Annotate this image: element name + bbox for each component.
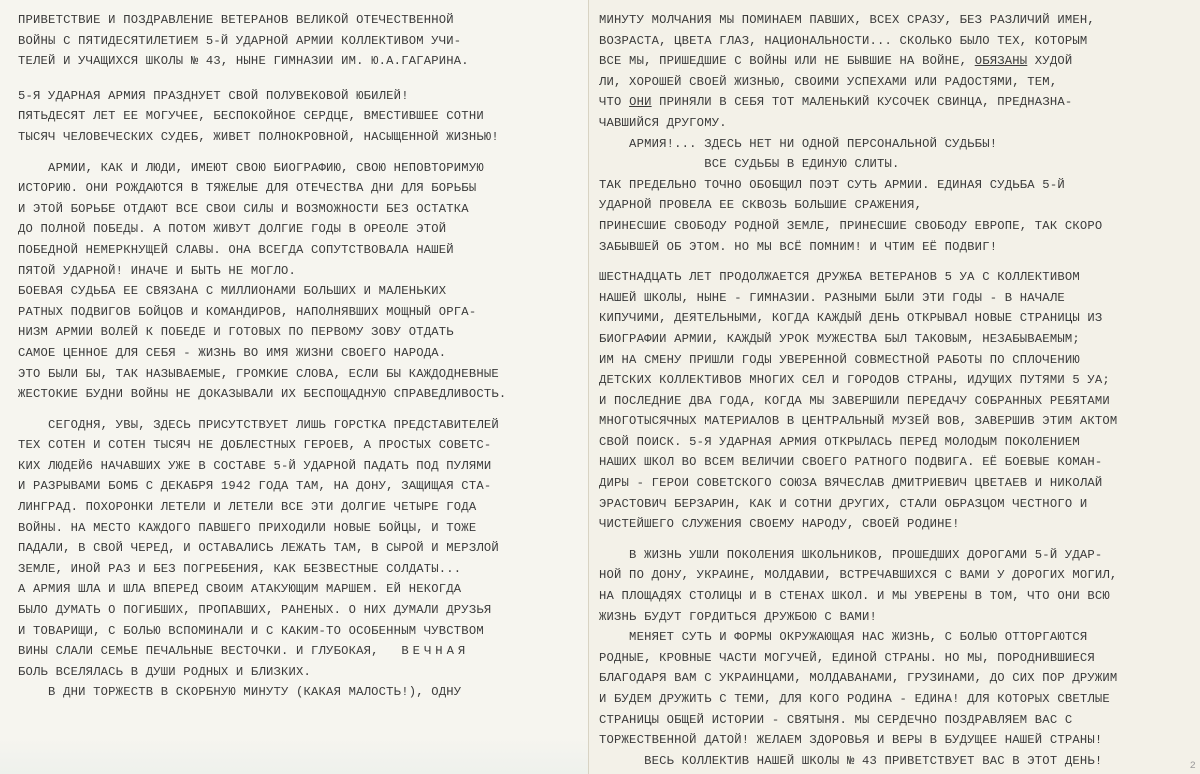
spaced-word xyxy=(379,644,470,658)
text-line: ТЕЛЕЙ И УЧАЩИХСЯ ШКОЛЫ № 43, НЫНЕ ГИМНАЗИИ ИМ. Ю.А.ГАГАРИНА. xyxy=(18,54,469,69)
text-line: В ДНИ ТОРЖЕСТВ В СКОРБНУЮ МИНУТУ (КАКАЯ МАЛОСТЬ!), ОДНУ xyxy=(18,685,462,700)
text-span: ЧТО xyxy=(599,95,630,110)
text-line: ТОРЖЕСТВЕННОЙ ДАТОЙ! ЖЕЛАЕМ ЗДОРОВЬЯ И ВЕРЫ В БУДУЩЕЕ НАШЕЙ СТРАНЫ! xyxy=(599,733,1103,748)
text-line: ПРИВЕТСТВИЕ И ПОЗДРАВЛЕНИЕ ВЕТЕРАНОВ ВЕЛИКОЙ ОТЕЧЕСТВЕННОЙ xyxy=(18,13,454,27)
text-line: БОЛЬ ВСЕЛЯЛАСЬ В ДУШИ РОДНЫХ И БЛИЗКИХ. xyxy=(18,664,312,679)
text-line: И РАЗРЫВАМИ БОМБ С ДЕКАБРЯ 1942 ГОДА ТАМ, НА ДОНУ, ЗАЩИЩАЯ СТА- xyxy=(18,479,492,494)
paragraph xyxy=(18,158,578,405)
text-line: ПРИНЕСШИЕ СВОБОДУ РОДНОЙ ЗЕМЛЕ, ПРИНЕСШИЕ СВОБОДУ ЕВРОПЕ, ТАК СКОРО xyxy=(599,218,1103,233)
text-line: ПОБЕДНОЙ НЕМЕРКНУЩЕЙ СЛАВЫ. ОНА ВСЕГДА СОПУТСТВОВАЛА НАШЕЙ xyxy=(18,242,454,257)
text-line: ДЕТСКИХ КОЛЛЕКТИВОВ МНОГИХ СЕЛ И ГОРОДОВ СТРАНЫ, ИДУЩИХ ПУТЯМИ 5 УА; xyxy=(599,373,1110,388)
text-span: ПРИНЯЛИ В СЕБЯ ТОТ МАЛЕНЬКИЙ КУСОЧЕК СВИНЦА, ПРЕДНАЗНА- xyxy=(651,95,1073,110)
text-line: ШЕСТНАДЦАТЬ ЛЕТ ПРОДОЛЖАЕТСЯ ДРУЖБА ВЕТЕРАНОВ 5 УА С КОЛЛЕКТИВОМ xyxy=(599,270,1080,285)
text-line: ТЕХ СОТЕН И СОТЕН ТЫСЯЧ НЕ ДОБЛЕСТНЫХ ГЕРОЕВ, А ПРОСТЫХ СОВЕТС- xyxy=(18,438,492,453)
text-line: ВОЗРАСТА, ЦВЕТА ГЛАЗ, НАЦИОНАЛЬНОСТИ... СКОЛЬКО БЫЛО ТЕХ, КОТОРЫМ xyxy=(599,33,1088,48)
text-line: ЭТО БЫЛИ БЫ, ТАК НАЗЫВАЕМЫЕ, ГРОМКИЕ СЛОВА, ЕСЛИ БЫ КАЖДОДНЕВНЫЕ xyxy=(18,366,499,381)
text-line: ВСЕ СУДЬБЫ В ЕДИНУЮ СЛИТЫ. xyxy=(599,157,900,172)
text-line: И БУДЕМ ДРУЖИТЬ С ТЕМИ, ДЛЯ КОГО РОДИНА - ЕДИНА! ДЛЯ КОТОРЫХ СВЕТЛЫЕ xyxy=(599,692,1110,706)
text-line: МЕНЯЕТ СУТЬ И ФОРМЫ ОКРУЖАЮЩАЯ НАС ЖИЗНЬ, С БОЛЬЮ ОТТОРГАЮТСЯ xyxy=(599,630,1088,645)
text-line: НА ПЛОЩАДЯХ СТОЛИЦЫ И В СТЕНАХ ШКОЛ. И МЫ УВЕРЕНЫ В ТОМ, ЧТО ОНИ ВСЮ xyxy=(599,589,1110,604)
text-line: БЛАГОДАРЯ ВАМ С УКРАИНЦАМИ, МОЛДАВАНАМИ, ГРУЗИНАМИ, ДО СИХ ПОР ДРУЖИМ xyxy=(599,671,1118,686)
text-line: В ЖИЗНЬ УШЛИ ПОКОЛЕНИЯ ШКОЛЬНИКОВ, ПРОШЕДШИХ ДОРОГАМИ 5-Й УДАР- xyxy=(599,547,1103,562)
right-page xyxy=(588,0,1200,774)
text-line: НАШЕЙ ШКОЛЫ, НЫНЕ - ГИМНАЗИИ. РАЗНЫМИ БЫЛИ ЭТИ ГОДЫ - В НАЧАЛЕ xyxy=(599,290,1065,305)
text-line: ЖИЗНЬ БУДУТ ГОРДИТЬСЯ ДРУЖБОЮ С ВАМИ! xyxy=(599,609,878,624)
text-line: ИМ НА СМЕНУ ПРИШЛИ ГОДЫ УВЕРЕННОЙ СОВМЕСТНОЙ РАБОТЫ ПО СПЛОЧЕНИЮ xyxy=(599,352,1080,367)
text-line: И ЭТОЙ БОРЬБЕ ОТДАЮТ ВСЕ СВОИ СИЛЫ И ВОЗМОЖНОСТИ БЕЗ ОСТАТКА xyxy=(18,201,469,216)
text-line: ВОЙНЫ С ПЯТИДЕСЯТИЛЕТИЕМ 5-Й УДАРНОЙ АРМИИ КОЛЛЕКТИВОМ УЧИ- xyxy=(18,33,462,48)
text-line: ЭРАСТОВИЧ БЕРЗАРИН, КАК И СОТНИ ДРУГИХ, СТАЛИ ОБРАЗЦОМ ЧЕСТНОГО И xyxy=(599,496,1088,511)
text-line xyxy=(18,641,578,662)
text-line: НАШИХ ШКОЛ ВО ВСЕМ ВЕЛИЧИИ СВОЕГО РАТНОГО ПОДВИГА. ЕЁ БОЕВЫЕ КОМАН- xyxy=(599,455,1103,470)
text-line: БЫЛО ДУМАТЬ О ПОГИБШИХ, ПРОПАВШИХ, РАНЕНЫХ. О НИХ ДУМАЛИ ДРУЗЬЯ xyxy=(18,603,492,618)
text-line: УДАРНОЙ ПРОВЕЛА ЕЕ СКВОЗЬ БОЛЬШИЕ СРАЖЕНИЯ, xyxy=(599,198,923,213)
text-line: НИЗМ АРМИИ ВОЛЕЙ К ПОБЕДЕ И ГОТОВЫХ ПО ПЕРВОМУ ЗОВУ ОТДАТЬ xyxy=(18,325,454,340)
text-line: ЖЕСТОКИЕ БУДНИ ВОЙНЫ НЕ ДОКАЗЫВАЛИ ИХ БЕСПОЩАДНУЮ СПРАВЕДЛИВОСТЬ. xyxy=(18,387,507,402)
text-line: САМОЕ ЦЕННОЕ ДЛЯ СЕБЯ - ЖИЗНЬ ВО ИМЯ ЖИЗНИ СВОЕГО НАРОДА. xyxy=(18,345,447,360)
text-line xyxy=(599,51,1186,72)
left-page xyxy=(0,0,588,774)
text-line: 5-Я УДАРНАЯ АРМИЯ ПРАЗДНУЕТ СВОЙ ПОЛУВЕКОВОЙ ЮБИЛЕЙ! xyxy=(18,88,409,103)
text-line: КИПУЧИМИ, ДЕЯТЕЛЬНЫМИ, КОГДА КАЖДЫЙ ДЕНЬ ОТКРЫВАЛ НОВЫЕ СТРАНИЦЫ ИЗ xyxy=(599,311,1103,326)
emphasis-word: ВЕЧНАЯ xyxy=(401,644,470,659)
underlined-word: ОБЯЗАНЫ xyxy=(974,54,1028,69)
text-line: ЗАБЫВШЕЙ ОБ ЭТОМ. НО МЫ ВСЁ ПОМНИМ! И ЧТИМ ЕЁ ПОДВИГ! xyxy=(599,239,998,254)
text-line: ЧИСТЕЙШЕГО СЛУЖЕНИЯ СВОЕМУ НАРОДУ, СВОЕЙ РОДИНЕ! xyxy=(599,517,960,532)
text-line: И ПОСЛЕДНИЕ ДВА ГОДА, КОГДА МЫ ЗАВЕРШИЛИ ПЕРЕДАЧУ СОБРАННЫХ РЕБЯТАМИ xyxy=(599,393,1110,408)
text-line: ПЯТЬДЕСЯТ ЛЕТ ЕЕ МОГУЧЕЕ, БЕСПОКОЙНОЕ СЕРДЦЕ, ВМЕСТИВШЕЕ СОТНИ xyxy=(18,109,484,124)
text-line: НОЙ ПО ДОНУ, УКРАИНЕ, МОЛДАВИИ, ВСТРЕЧАВШИХСЯ С ВАМИ У ДОРОГИХ МОГИЛ, xyxy=(599,568,1118,583)
paragraph xyxy=(599,545,1186,627)
text-span: ВСЕ МЫ, ПРИШЕДШИЕ С ВОЙНЫ ИЛИ НЕ БЫВШИЕ НА ВОЙНЕ, xyxy=(599,54,975,69)
text-line: ТАК ПРЕДЕЛЬНО ТОЧНО ОБОБЩИЛ ПОЭТ СУТЬ АРМИИ. ЕДИНАЯ СУДЬБА 5-Й xyxy=(599,177,1065,192)
text-line: ИСТОРИЮ. ОНИ РОЖДАЮТСЯ В ТЯЖЕЛЫЕ ДЛЯ ОТЕЧЕСТВА ДНИ ДЛЯ БОРЬБЫ xyxy=(18,181,477,196)
text-line: ЧАВШИЙСЯ ДРУГОМУ. xyxy=(599,115,727,130)
text-line: ПЯТОЙ УДАРНОЙ! ИНАЧЕ И БЫТЬ НЕ МОГЛО. xyxy=(18,263,297,278)
text-line: МИНУТУ МОЛЧАНИЯ МЫ ПОМИНАЕМ ПАВШИХ, ВСЕХ СРАЗУ, БЕЗ РАЗЛИЧИЙ ИМЕН, xyxy=(599,13,1095,27)
paragraph xyxy=(18,415,578,703)
text-line: РОДНЫЕ, КРОВНЫЕ ЧАСТИ МОГУЧЕЙ, ЕДИНОЙ СТРАНЫ. НО МЫ, ПОРОДНИВШИЕСЯ xyxy=(599,650,1095,665)
text-line: И ТОВАРИЩИ, С БОЛЬЮ ВСПОМИНАЛИ И С КАКИМ-ТО ОСОБЕННЫМ ЧУВСТВОМ xyxy=(18,623,484,638)
page-edge xyxy=(0,738,588,774)
text-span: ХУДОЙ xyxy=(1027,54,1073,69)
text-line: ЛИ, ХОРОШЕЙ СВОЕЙ ЖИЗНЬЮ, СВОИМИ УСПЕХАМИ ИЛИ РАДОСТЯМИ, ТЕМ, xyxy=(599,74,1058,89)
text-line: МНОГОТЫСЯЧНЫХ МАТЕРИАЛОВ В ЦЕНТРАЛЬНЫЙ МУЗЕЙ ВОВ, ЗАВЕРШИВ ЭТИМ АКТОМ xyxy=(599,414,1118,429)
text-line: БИОГРАФИИ АРМИИ, КАЖДЫЙ УРОК МУЖЕСТВА БЫЛ ТАКОВЫМ, НЕЗАБЫВАЕМЫМ; xyxy=(599,331,1080,346)
text-line: ТЫСЯЧ ЧЕЛОВЕЧЕСКИХ СУДЕБ, ЖИВЕТ ПОЛНОКРОВНОЙ, НАСЫЩЕННОЙ ЖИЗНЬЮ! xyxy=(18,129,499,144)
paragraph xyxy=(599,134,1186,258)
paragraph xyxy=(599,627,1186,771)
header-title xyxy=(18,10,578,72)
text-line: ВЕСЬ КОЛЛЕКТИВ НАШЕЙ ШКОЛЫ № 43 ПРИВЕТСТВУЕТ ВАС В ЭТОТ ДЕНЬ! xyxy=(599,753,1103,768)
text-line: СВОЙ ПОИСК. 5-Я УДАРНАЯ АРМИЯ ОТКРЫЛАСЬ ПЕРЕД МОЛОДЫМ ПОКОЛЕНИЕМ xyxy=(599,434,1080,449)
text-line: ПАДАЛИ, В СВОЙ ЧЕРЕД, И ОСТАВАЛИСЬ ЛЕЖАТЬ ТАМ, В СЫРОЙ И МЕРЗЛОЙ xyxy=(18,541,499,556)
text-line: ЗЕМЛЕ, ИНОЙ РАЗ И БЕЗ ПОГРЕБЕНИЯ, КАК БЕЗВЕСТНЫЕ СОЛДАТЫ... xyxy=(18,561,462,576)
text-line: АРМИИ, КАК И ЛЮДИ, ИМЕЮТ СВОЮ БИОГРАФИЮ, СВОЮ НЕПОВТОРИМУЮ xyxy=(18,160,484,175)
text-line: ЛИНГРАД. ПОХОРОНКИ ЛЕТЕЛИ И ЛЕТЕЛИ ВСЕ ЭТИ ДОЛГИЕ ЧЕТЫРЕ ГОДА xyxy=(18,500,477,515)
text-line: БОЕВАЯ СУДЬБА ЕЕ СВЯЗАНА С МИЛЛИОНАМИ БОЛЬШИХ И МАЛЕНЬКИХ xyxy=(18,284,447,299)
paragraph xyxy=(18,86,578,148)
text-line: ВОЙНЫ. НА МЕСТО КАЖДОГО ПАВШЕГО ПРИХОДИЛИ НОВЫЕ БОЙЦЫ, И ТОЖЕ xyxy=(18,520,477,535)
paragraph xyxy=(599,10,1186,134)
text-line: СЕГОДНЯ, УВЫ, ЗДЕСЬ ПРИСУТСТВУЕТ ЛИШЬ ГОРСТКА ПРЕДСТАВИТЕЛЕЙ xyxy=(18,417,499,432)
text-line: ДО ПОЛНОЙ ПОБЕДЫ. А ПОТОМ ЖИВУТ ДОЛГИЕ ГОДЫ В ОРЕОЛЕ ЭТОЙ xyxy=(18,222,447,237)
paragraph xyxy=(599,267,1186,535)
text-line: СТРАНИЦЫ ОБЩЕЙ ИСТОРИИ - СВЯТЫНЯ. МЫ СЕРДЕЧНО ПОЗДРАВЛЯЕМ ВАС С xyxy=(599,712,1073,727)
text-line: РАТНЫХ ПОДВИГОВ БОЙЦОВ И КОМАНДИРОВ, НАПОЛНЯВШИХ МОЩНЫЙ ОРГА- xyxy=(18,304,477,319)
text-span: ВИНЫ СЛАЛИ СЕМЬЕ ПЕЧАЛЬНЫЕ ВЕСТОЧКИ. И ГЛУБОКАЯ, xyxy=(18,644,379,659)
text-line: АРМИЯ!... ЗДЕСЬ НЕТ НИ ОДНОЙ ПЕРСОНАЛЬНОЙ СУДЬБЫ! xyxy=(599,136,998,151)
underlined-word: ОНИ xyxy=(629,95,652,110)
text-line: ДИРЫ - ГЕРОИ СОВЕТСКОГО СОЮЗА ВЯЧЕСЛАВ ДМИТРИЕВИЧ ЦВЕТАЕВ И НИКОЛАЙ xyxy=(599,476,1103,491)
text-line: КИХ ЛЮДЕЙ6 НАЧАВШИХ УЖЕ В СОСТАВЕ 5-Й УДАРНОЙ ПАДАТЬ ПОД ПУЛЯМИ xyxy=(18,458,492,473)
text-line: А АРМИЯ ШЛА И ШЛА ВПЕРЕД СВОИМ АТАКУЮЩИМ МАРШЕМ. ЕЙ НЕКОГДА xyxy=(18,582,462,597)
page-number: 2 xyxy=(1189,761,1196,772)
text-line xyxy=(599,92,1186,113)
